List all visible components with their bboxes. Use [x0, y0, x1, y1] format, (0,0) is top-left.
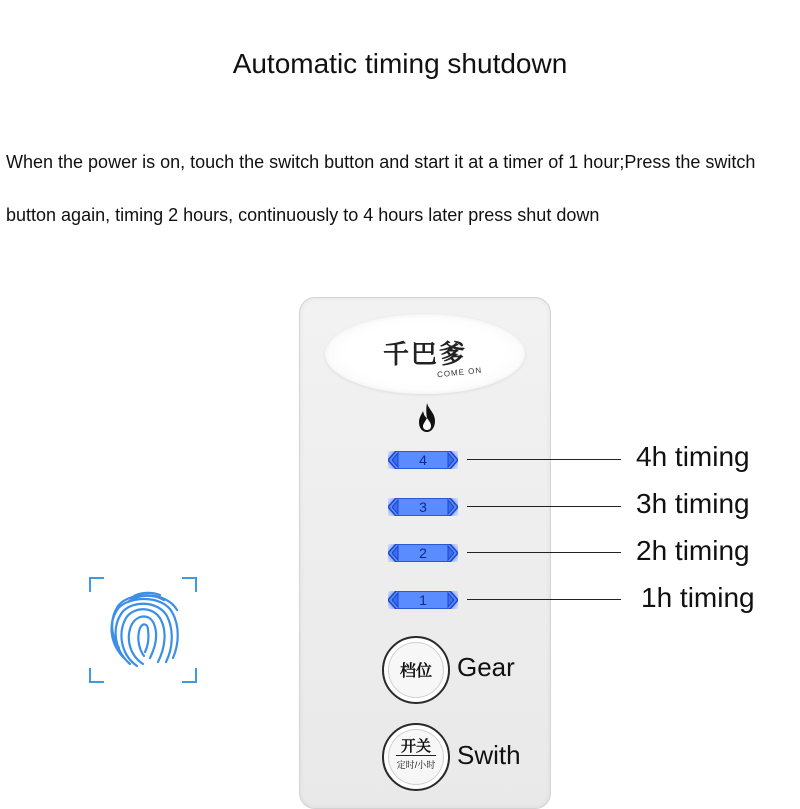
switch-button-label: 开关 [400, 738, 431, 755]
brand-logo [325, 314, 525, 394]
leader-line [467, 506, 621, 507]
description-line-1: When the power is on, touch the switch button and start it at a timer of 1 hour;Press the switch [6, 152, 756, 172]
leader-line [467, 552, 621, 553]
timing-label-2h: 2h timing [636, 535, 750, 566]
leader-line [467, 599, 621, 600]
led-number: 3 [419, 499, 427, 515]
divider [396, 755, 436, 756]
led-1h [388, 591, 458, 609]
timing-label-1h: 1h timing [641, 582, 755, 613]
led-2h [388, 544, 458, 562]
led-4h [388, 451, 458, 469]
timing-label-3h: 3h timing [636, 488, 750, 519]
flame-icon [417, 402, 437, 434]
fingerprint-icon [88, 574, 198, 686]
logo-subtext: COME ON [436, 365, 483, 380]
led-number: 4 [419, 452, 427, 468]
gear-button-label: 档位 [399, 663, 432, 680]
gear-button[interactable] [382, 636, 450, 704]
led-3h [388, 498, 458, 516]
led-number: 2 [419, 545, 427, 561]
gear-label: Gear [457, 652, 515, 682]
switch-button-sublabel: 定时/小时 [396, 760, 436, 770]
logo-text: 千巴爹 [382, 340, 467, 370]
led-number: 1 [419, 592, 427, 608]
page-title: Automatic timing shutdown [232, 48, 568, 79]
description-line-2: button again, timing 2 hours, continuously to 4 hours later press shut down [6, 205, 600, 225]
controller-panel [299, 297, 551, 809]
leader-line [467, 459, 621, 460]
timing-label-4h: 4h timing [636, 441, 750, 472]
switch-label: Swith [457, 740, 521, 770]
switch-button[interactable] [382, 723, 450, 791]
